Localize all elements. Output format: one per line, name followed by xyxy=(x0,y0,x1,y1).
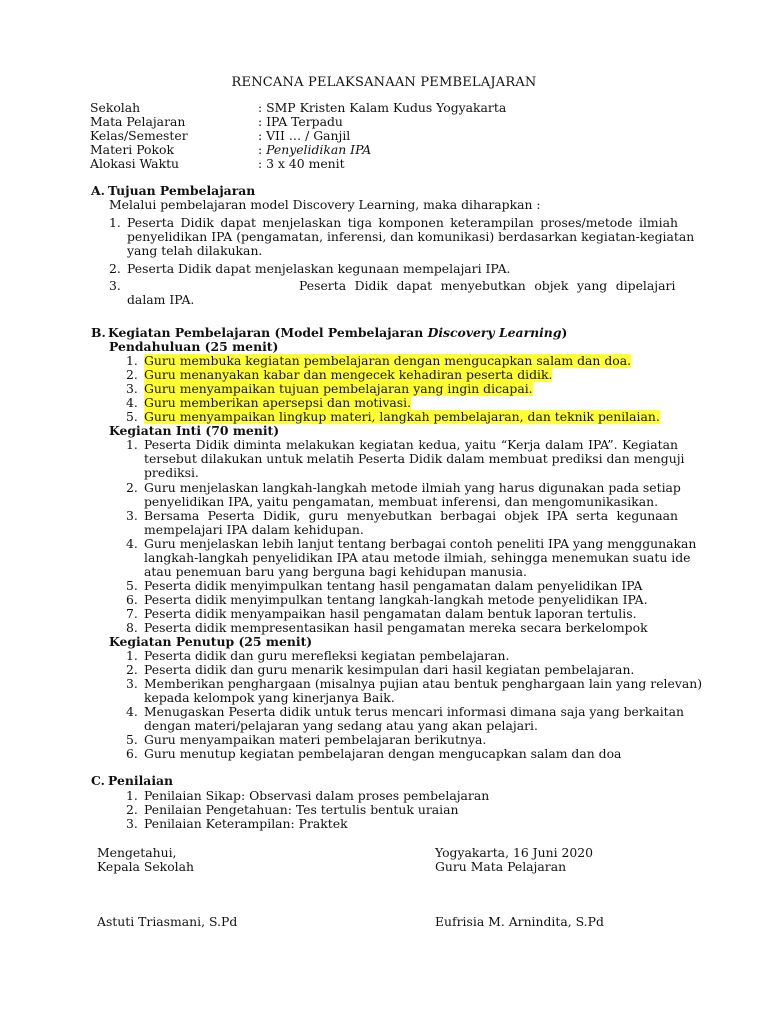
list-number: 1. xyxy=(126,788,138,803)
list-number: 2. xyxy=(126,480,138,495)
list-text xyxy=(144,509,678,537)
list-text-line: atau penemuan baru yang berguna bagi kehidupan manusia. xyxy=(144,564,527,580)
identity-value: : SMP Kristen Kalam Kudus Yogyakarta xyxy=(258,100,507,115)
list-text: Guru menyampaikan materi pembelajaran berikutnya. xyxy=(144,732,487,747)
list-text: Peserta didik mempresentasikan hasil pengamatan mereka secara berkelompok xyxy=(144,620,648,635)
signature-left-line2: Kepala Sekolah xyxy=(97,859,194,874)
list-number: 2. xyxy=(126,367,138,382)
identity-value: Penyelidikan IPA xyxy=(266,142,372,157)
list-text: Peserta didik menyampaikan hasil pengamatan dalam bentuk laporan tertulis. xyxy=(144,606,637,621)
list-text: Peserta didik dan guru merefleksi kegiatan pembelajaran. xyxy=(144,648,510,663)
list-number: 8. xyxy=(126,620,138,635)
kegiatan-inti-heading: Kegiatan Inti (70 menit) xyxy=(109,423,280,438)
signature-left-name: Astuti Triasmani, S.Pd xyxy=(97,914,238,929)
list-text: Guru menyampaikan tujuan pembelajaran yang ingin dicapai. xyxy=(144,381,533,396)
identity-label: Kelas/Semester xyxy=(90,128,188,143)
list-text-line: dengan materi/pelajaran yang sedang atau yang akan pelajari. xyxy=(144,718,538,734)
list-text-line: Guru menjelaskan langkah-langkah metode ilmiah yang harus digunakan pada setiap xyxy=(144,480,681,495)
list-text xyxy=(144,480,681,510)
list-number: 4. xyxy=(126,704,138,719)
list-text-line: penyelidikan IPA (pengamatan, inferensi, dan komunikasi) berdasarkan kegiatan-kegiatan xyxy=(127,229,695,245)
section-number: B. xyxy=(91,325,106,340)
section-number: A. xyxy=(91,183,105,198)
section-a-intro: Melalui pembelajaran model Discovery Learning, maka diharapkan : xyxy=(109,197,541,212)
list-text: Peserta didik menyimpulkan tentang hasil pengamatan dalam penyelidikan IPA xyxy=(144,578,643,593)
list-text-line: Menugaskan Peserta didik untuk terus mencari informasi dimana saja yang berkaitan xyxy=(144,704,685,719)
list-text-line: dalam IPA. xyxy=(127,292,195,308)
list-text xyxy=(144,676,703,706)
signature-left-line1: Mengetahui, xyxy=(97,845,177,860)
list-number: 6. xyxy=(126,592,138,607)
list-number: 6. xyxy=(126,746,138,761)
list-text: Guru menutup kegiatan pembelajaran dengan mengucapkan salam dan doa xyxy=(144,746,622,761)
section-title: Tujuan Pembelajaran xyxy=(108,183,256,198)
list-text-line: kepada kelompok yang kinerjanya Baik. xyxy=(144,690,395,706)
list-number: 4. xyxy=(126,536,138,551)
list-text-line: mempelajari IPA dalam kehidupan. xyxy=(144,522,364,538)
list-number: 3. xyxy=(126,381,138,396)
list-text: Peserta didik dan guru menarik kesimpulan dari hasil kegiatan pembelajaran. xyxy=(144,662,635,677)
list-text: Guru memberikan apersepsi dan motivasi. xyxy=(144,395,412,410)
identity-row-alokasi-waktu xyxy=(90,157,690,171)
list-text: Guru membuka kegiatan pembelajaran dengan mengucapkan salam dan doa. xyxy=(144,353,632,368)
list-number: 3. xyxy=(109,278,121,293)
list-number: 7. xyxy=(126,606,138,621)
section-title: Kegiatan Pembelajaran (Model Pembelajaran xyxy=(108,325,428,340)
list-text-line: Peserta Didik dapat menyebutkan objek yang dipelajari xyxy=(299,278,676,293)
list-number: 5. xyxy=(126,578,138,593)
kegiatan-penutup-heading: Kegiatan Penutup (25 menit) xyxy=(109,634,313,649)
list-number: 1. xyxy=(126,437,138,452)
list-text xyxy=(144,704,685,734)
list-text xyxy=(144,437,685,481)
identity-label: Alokasi Waktu xyxy=(90,156,180,171)
section-c-heading xyxy=(91,774,173,788)
section-title-italic: Discovery Learning xyxy=(427,325,562,340)
list-text-line: prediksi. xyxy=(144,465,199,481)
section-title: Penilaian xyxy=(108,773,174,788)
list-number: 5. xyxy=(126,732,138,747)
identity-value: : 3 x 40 menit xyxy=(258,156,345,171)
list-number: 2. xyxy=(109,261,121,276)
document-title: RENCANA PELAKSANAAN PEMBELAJARAN xyxy=(231,75,537,90)
list-number: 1. xyxy=(126,648,138,663)
list-text xyxy=(127,215,695,259)
list-text xyxy=(144,536,697,580)
list-text: Guru menyampaikan lingkup materi, langkah pembelajaran, dan teknik penilaian. xyxy=(144,409,660,424)
list-text-line: penyelidikan IPA, yaitu pengamatan, membuat inferensi, dan mengomunikasikan. xyxy=(144,494,659,510)
list-text: Penilaian Sikap: Observasi dalam proses pembelajaran xyxy=(144,788,490,803)
list-number: 3. xyxy=(126,508,138,523)
list-text: Peserta Didik dapat menjelaskan kegunaan mempelajari IPA. xyxy=(127,261,511,276)
pendahuluan-heading: Pendahuluan (25 menit) xyxy=(109,339,279,354)
signature-right-line2: Guru Mata Pelajaran xyxy=(435,859,567,874)
identity-value: : VII … / Ganjil xyxy=(258,128,351,143)
list-text-line: Guru menjelaskan lebih lanjut tentang berbagai contoh peneliti IPA yang menggunakan xyxy=(144,536,697,551)
list-text-line: yang telah dilakukan. xyxy=(127,243,263,259)
list-number: 3. xyxy=(126,816,138,831)
list-number: 2. xyxy=(126,662,138,677)
identity-row-kelas-semester xyxy=(90,129,690,143)
list-text: Penilaian Pengetahuan: Tes tertulis bentuk uraian xyxy=(144,802,459,817)
list-text-line: Peserta Didik diminta melakukan kegiatan kedua, yaitu “Kerja dalam IPA”. Kegiatan xyxy=(144,437,678,452)
identity-row-materi-pokok xyxy=(90,143,690,157)
list-number: 5. xyxy=(126,409,138,424)
list-text-line: Peserta Didik dapat menjelaskan tiga komponen keterampilan proses/metode ilmiah xyxy=(127,215,678,230)
list-number: 2. xyxy=(126,802,138,817)
list-number: 3. xyxy=(126,676,138,691)
list-text xyxy=(127,279,678,307)
signature-right-name: Eufrisia M. Arnindita, S.Pd xyxy=(435,914,604,929)
section-title-suffix: ) xyxy=(561,325,568,340)
identity-label: Materi Pokok xyxy=(90,142,174,157)
list-text: Guru menanyakan kabar dan mengecek kehadiran peserta didik. xyxy=(144,367,553,382)
list-text-line: langkah-langkah penyelidikan IPA atau metode ilmiah, sehingga menemukan suatu ide xyxy=(144,550,691,566)
signature-right-line1: Yogyakarta, 16 Juni 2020 xyxy=(435,845,594,860)
identity-value: : IPA Terpadu xyxy=(258,114,343,129)
list-text: Penilaian Keterampilan: Praktek xyxy=(144,816,348,831)
identity-value-prefix: : xyxy=(258,142,267,157)
section-number: C. xyxy=(91,773,105,788)
list-number: 4. xyxy=(126,395,138,410)
list-text: Peserta didik menyimpulkan tentang langkah-langkah metode penyelidikan IPA. xyxy=(144,592,648,607)
list-number: 1. xyxy=(109,215,121,230)
identity-label: Mata Pelajaran xyxy=(90,114,186,129)
identity-label: Sekolah xyxy=(90,100,141,115)
list-text-line: Memberikan penghargaan (misalnya pujian atau bentuk penghargaan lain yang relevan) xyxy=(144,676,703,691)
list-number: 1. xyxy=(126,353,138,368)
list-text-line: tersebut dilakukan untuk melatih Peserta Didik dalam membuat prediksi dan menguji xyxy=(144,451,685,467)
list-text-line: Bersama Peserta Didik, guru menyebutkan berbagai objek IPA serta kegunaan xyxy=(144,508,678,523)
